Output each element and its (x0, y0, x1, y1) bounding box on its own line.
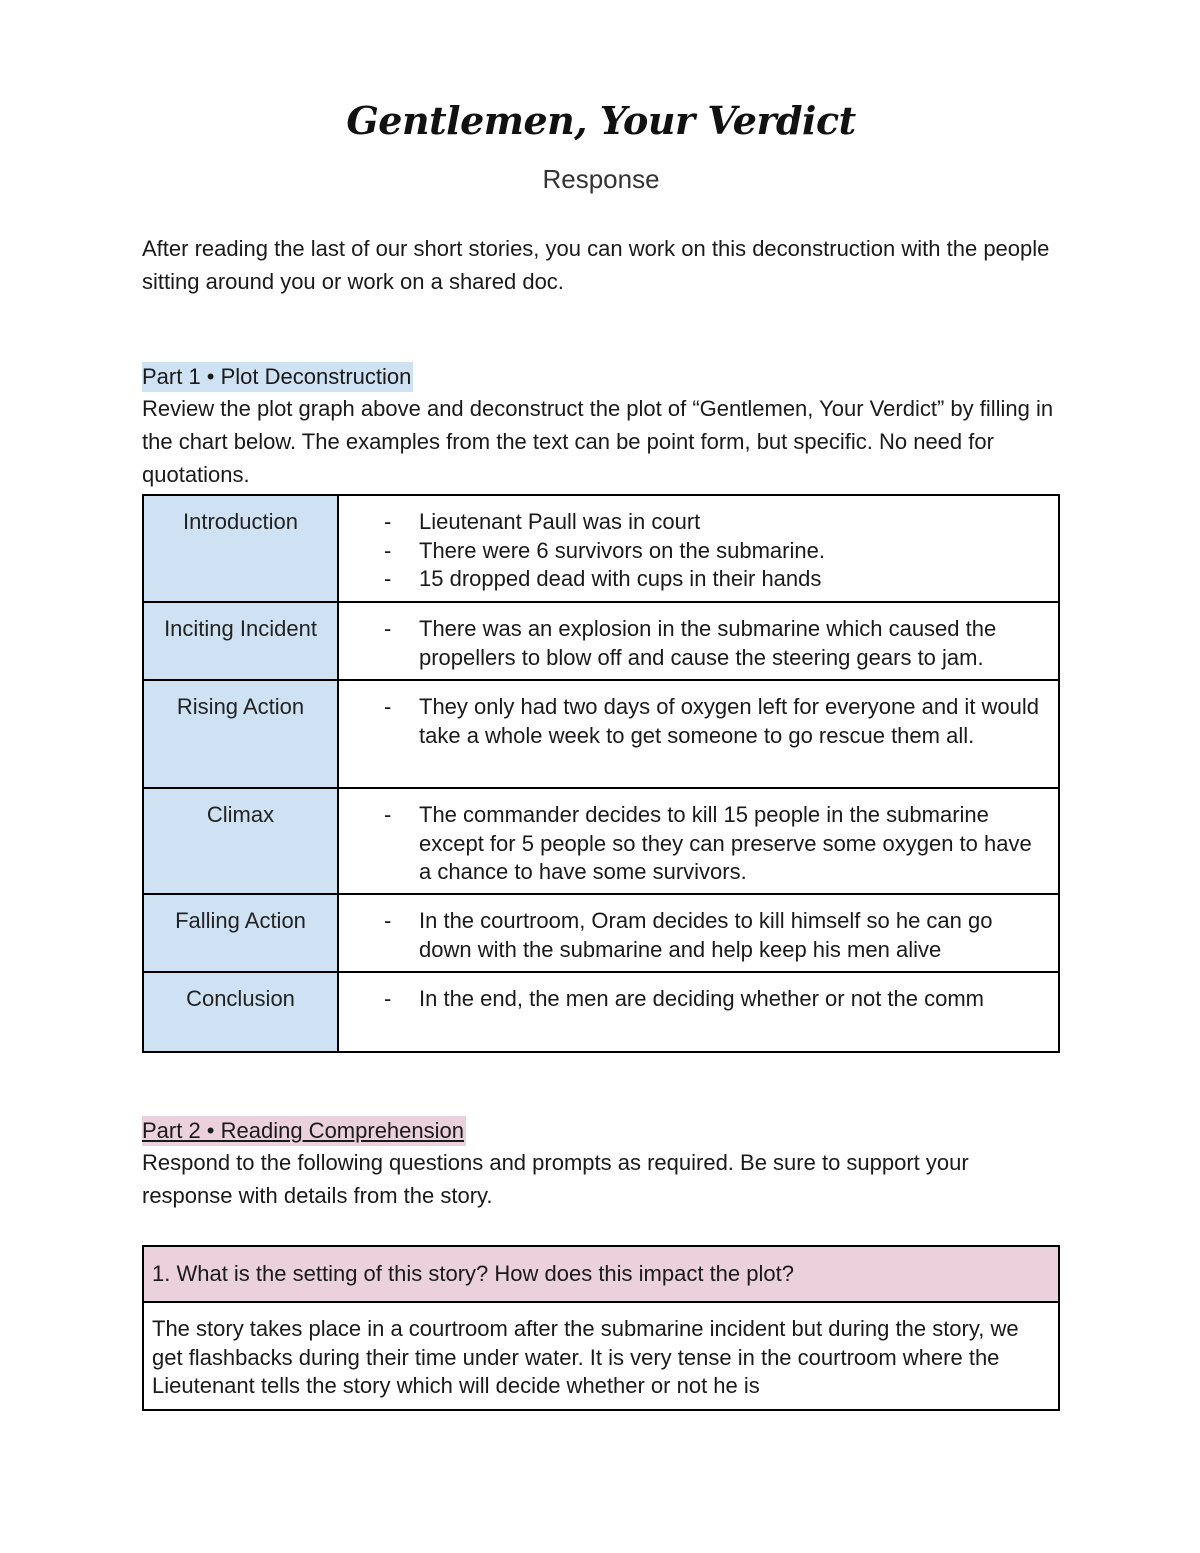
list-item: - They only had two days of oxygen left for everyone and it would take a whole week to get someone to go rescue them all. (347, 693, 1050, 750)
table-row (143, 972, 1059, 1052)
list-item: - There were 6 survivors on the submarine. (347, 537, 1050, 566)
row-content-introduction[interactable] (338, 495, 1059, 602)
row-label-conclusion: Conclusion (143, 972, 338, 1052)
list-item: - There was an explosion in the submarine which caused the propellers to blow off and cause the steering gears to jam. (347, 615, 1050, 672)
part1-section (142, 362, 1060, 491)
table-row (143, 1302, 1059, 1410)
list-item: - In the end, the men are deciding whether or not the comm (347, 985, 1050, 1014)
part1-instructions: Review the plot graph above and deconstruct the plot of “Gentlemen, Your Verdict” by filling in the chart below. The examples from the text can be point form, but specific. No need for quotations. (142, 396, 1054, 487)
list-item: - In the courtroom, Oram decides to kill himself so he can go down with the submarine and help keep his men alive (347, 907, 1050, 964)
list-item: - The commander decides to kill 15 people in the submarine except for 5 people so they can preserve some oxygen to have a chance to have some survivors. (347, 801, 1050, 887)
plot-deconstruction-table (142, 494, 1060, 1053)
row-content-falling-action[interactable] (338, 894, 1059, 972)
part2-section (142, 1116, 1060, 1212)
row-label-falling-action: Falling Action (143, 894, 338, 972)
question-table (142, 1245, 1060, 1411)
table-row (143, 602, 1059, 680)
document-title: Gentlemen, Your Verdict (346, 98, 856, 143)
row-content-rising-action[interactable] (338, 680, 1059, 788)
table-row (143, 680, 1059, 788)
row-label-climax: Climax (143, 788, 338, 894)
table-row (143, 1246, 1059, 1302)
answer-1[interactable]: The story takes place in a courtroom after the submarine incident but during the story, we get flashbacks during their time under water. It is very tense in the courtroom where the Lieutenant tells the story which will decide whether or not he is (143, 1302, 1059, 1410)
row-content-climax[interactable] (338, 788, 1059, 894)
table-row (143, 894, 1059, 972)
document-subtitle: Response (542, 164, 660, 194)
part1-heading: Part 1 • Plot Deconstruction (142, 362, 413, 392)
question-1: 1. What is the setting of this story? How does this impact the plot? (143, 1246, 1059, 1302)
row-label-rising-action: Rising Action (143, 680, 338, 788)
intro-paragraph: After reading the last of our short stories, you can work on this deconstruction with the people sitting around you or work on a shared doc. (142, 236, 1050, 294)
part2-heading: Part 2 • Reading Comprehension (142, 1116, 466, 1146)
row-content-conclusion[interactable] (338, 972, 1059, 1052)
list-item: - Lieutenant Paull was in court (347, 508, 1050, 537)
part2-instructions: Respond to the following questions and prompts as required. Be sure to support your response with details from the story. (142, 1150, 969, 1208)
row-label-introduction: Introduction (143, 495, 338, 602)
row-content-inciting-incident[interactable] (338, 602, 1059, 680)
table-row (143, 495, 1059, 602)
list-item: - 15 dropped dead with cups in their hands (347, 565, 1050, 594)
row-label-inciting-incident: Inciting Incident (143, 602, 338, 680)
table-row (143, 788, 1059, 894)
